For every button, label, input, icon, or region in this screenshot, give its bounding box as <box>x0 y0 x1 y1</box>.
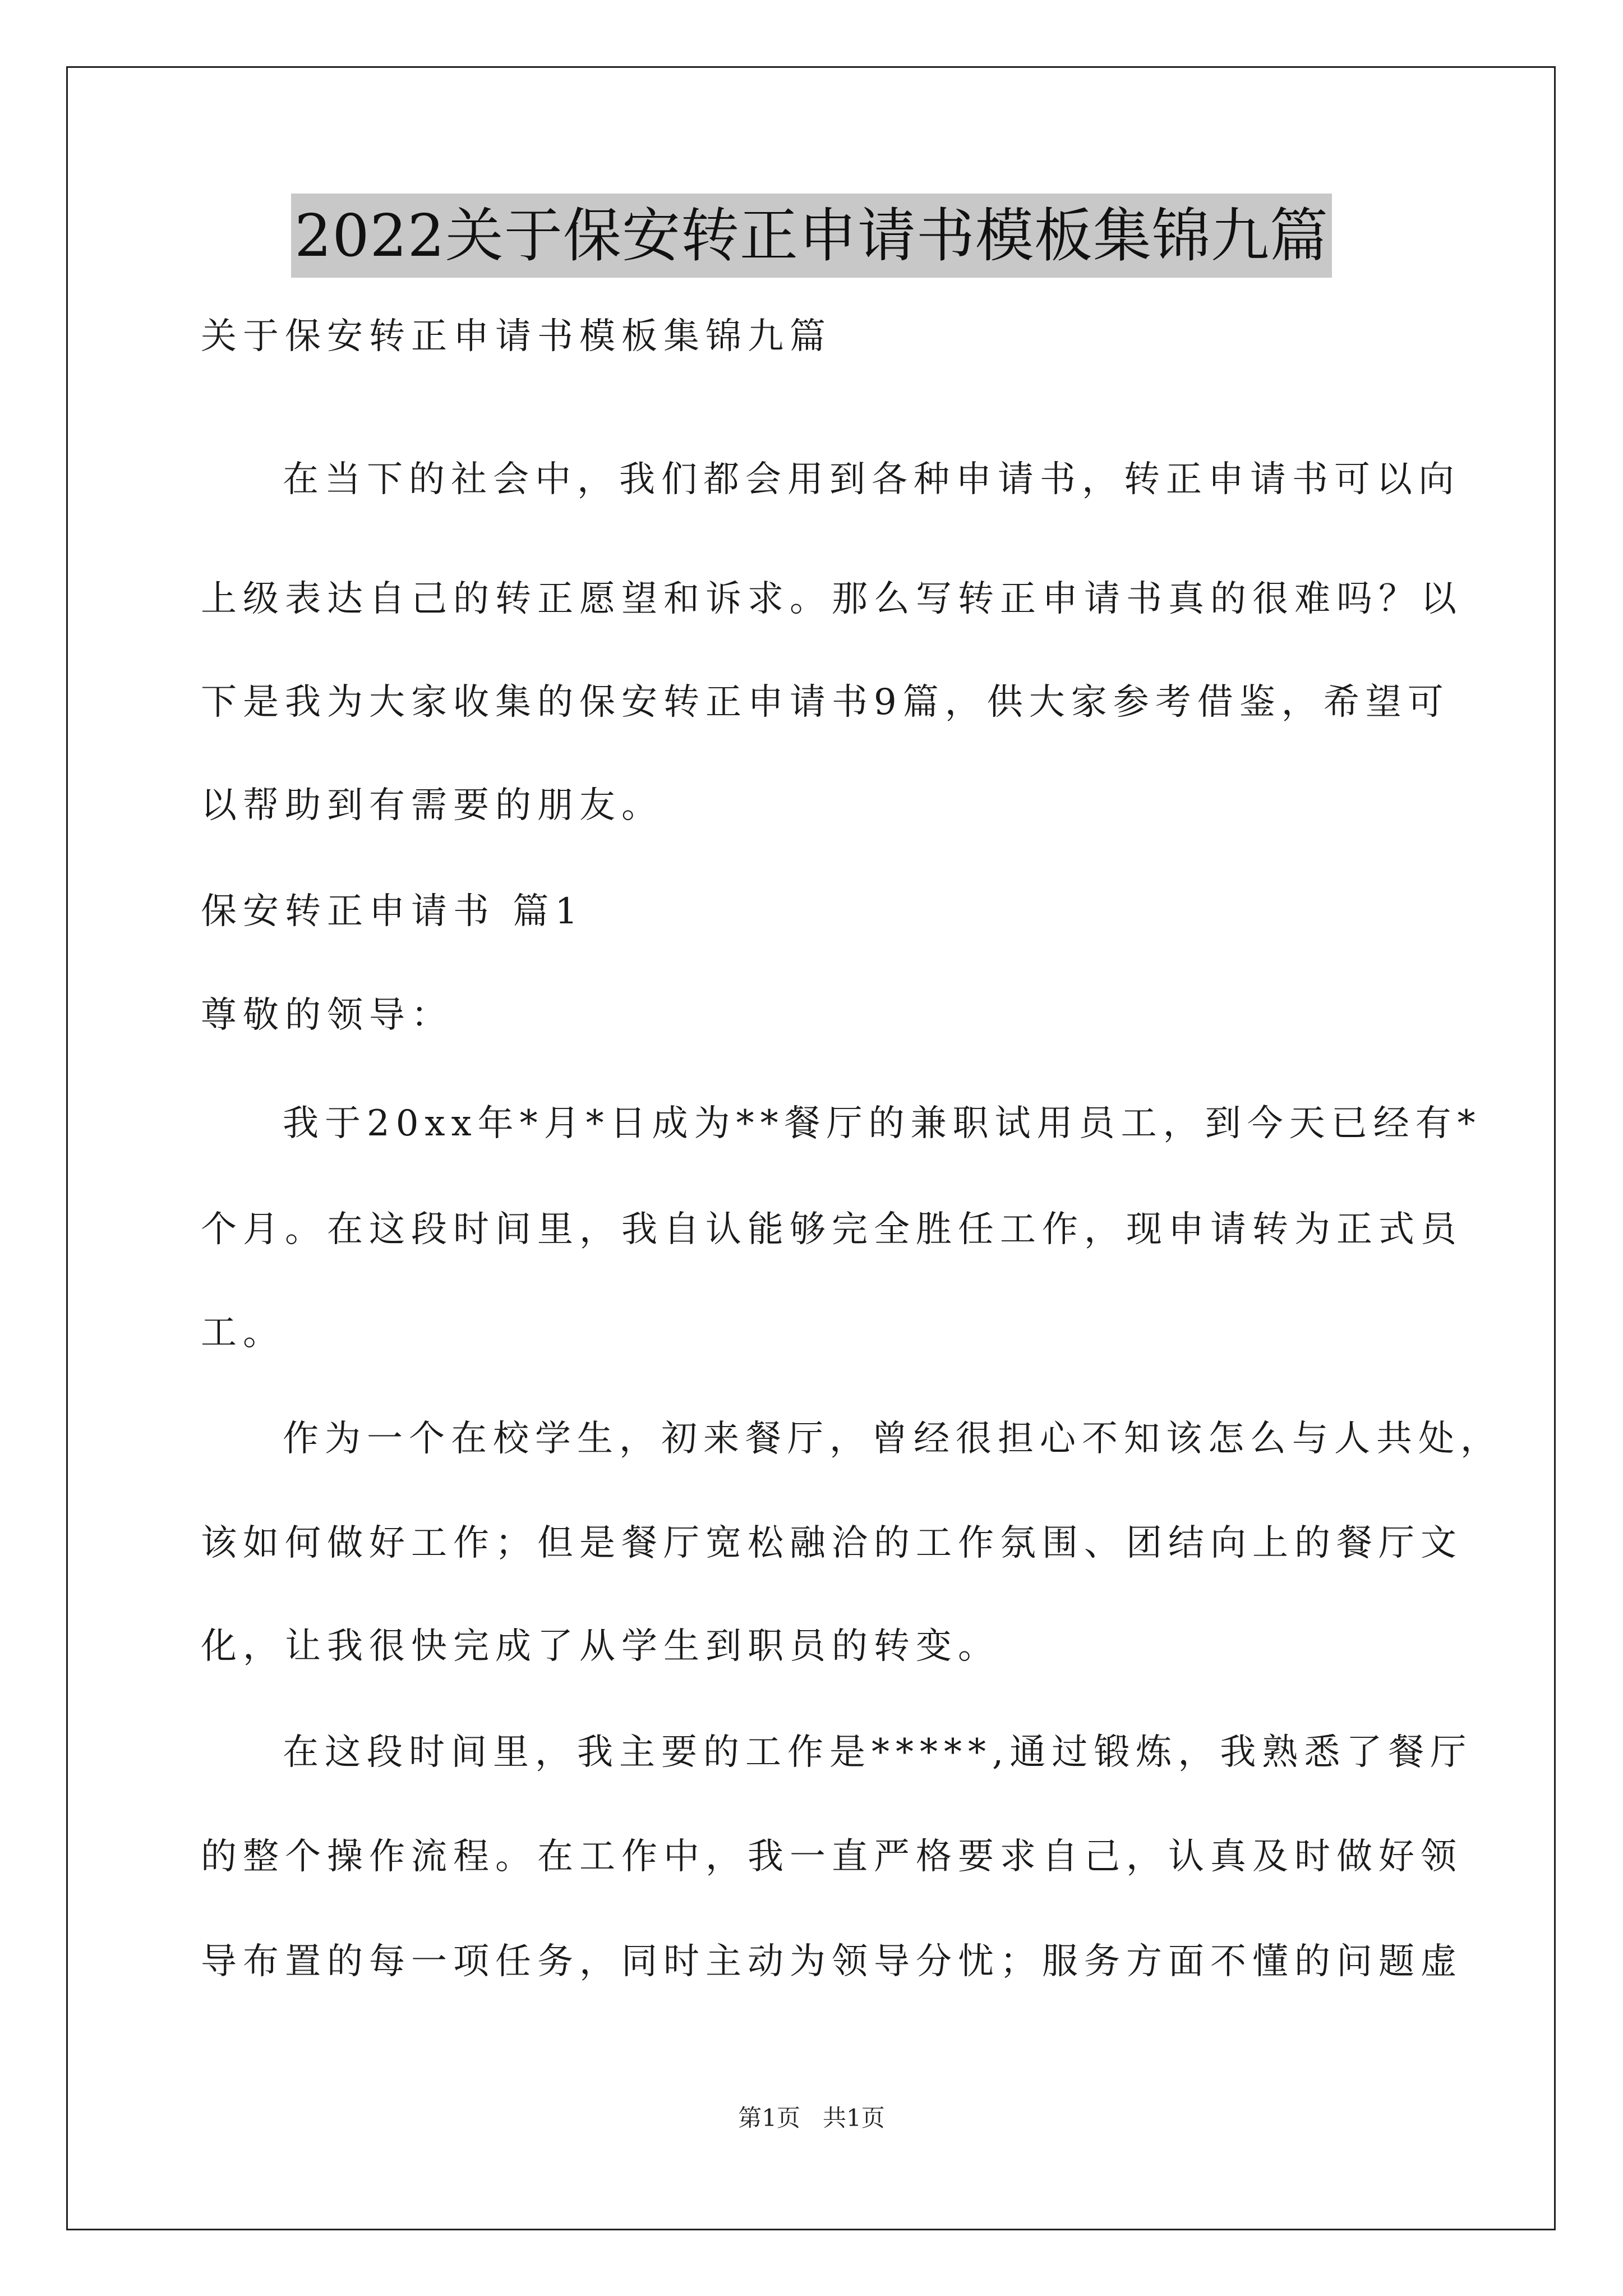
paragraph-line: 在当下的社会中，我们都会用到各种申请书，转正申请书可以向 <box>283 459 1460 500</box>
section-heading: 保安转正申请书 篇1 <box>201 891 584 932</box>
paragraph-line: 化，让我很快完成了从学生到职员的转变。 <box>201 1626 1000 1667</box>
title-container <box>0 194 1623 278</box>
page-total: 共1页 <box>823 2104 885 2132</box>
paragraph-line: 该如何做好工作；但是餐厅宽松融洽的工作氛围、团结向上的餐厅文 <box>201 1522 1463 1564</box>
page-border <box>66 66 1556 2230</box>
paragraph-line: 工。 <box>201 1312 285 1354</box>
paragraph-line: 作为一个在校学生，初来餐厅，曾经很担心不知该怎么与人共处， <box>283 1418 1502 1460</box>
paragraph-line: 我于20xx年*月*日成为**餐厅的兼职试用员工，到今天已经有* <box>283 1103 1482 1144</box>
paragraph-line: 以帮助到有需要的朋友。 <box>201 785 663 826</box>
subtitle-line: 关于保安转正申请书模板集锦九篇 <box>201 316 832 357</box>
paragraph-line: 个月。在这段时间里，我自认能够完全胜任工作，现申请转为正式员 <box>201 1209 1463 1250</box>
paragraph-line: 下是我为大家收集的保安转正申请书9篇，供大家参考借鉴，希望可 <box>201 682 1450 723</box>
page-number: 第1页 <box>738 2104 800 2132</box>
paragraph-line: 在这段时间里，我主要的工作是*****,通过锻炼，我熟悉了餐厅 <box>283 1732 1473 1773</box>
salutation-line: 尊敬的领导： <box>201 995 453 1036</box>
page-footer <box>0 2102 1623 2134</box>
paragraph-line: 的整个操作流程。在工作中，我一直严格要求自己，认真及时做好领 <box>201 1836 1463 1878</box>
paragraph-line: 上级表达自己的转正愿望和诉求。那么写转正申请书真的很难吗？以 <box>201 578 1463 620</box>
paragraph-line: 导布置的每一项任务，同时主动为领导分忧；服务方面不懂的问题虚 <box>201 1941 1463 1982</box>
document-title: 2022关于保安转正申请书模板集锦九篇 <box>291 194 1332 278</box>
